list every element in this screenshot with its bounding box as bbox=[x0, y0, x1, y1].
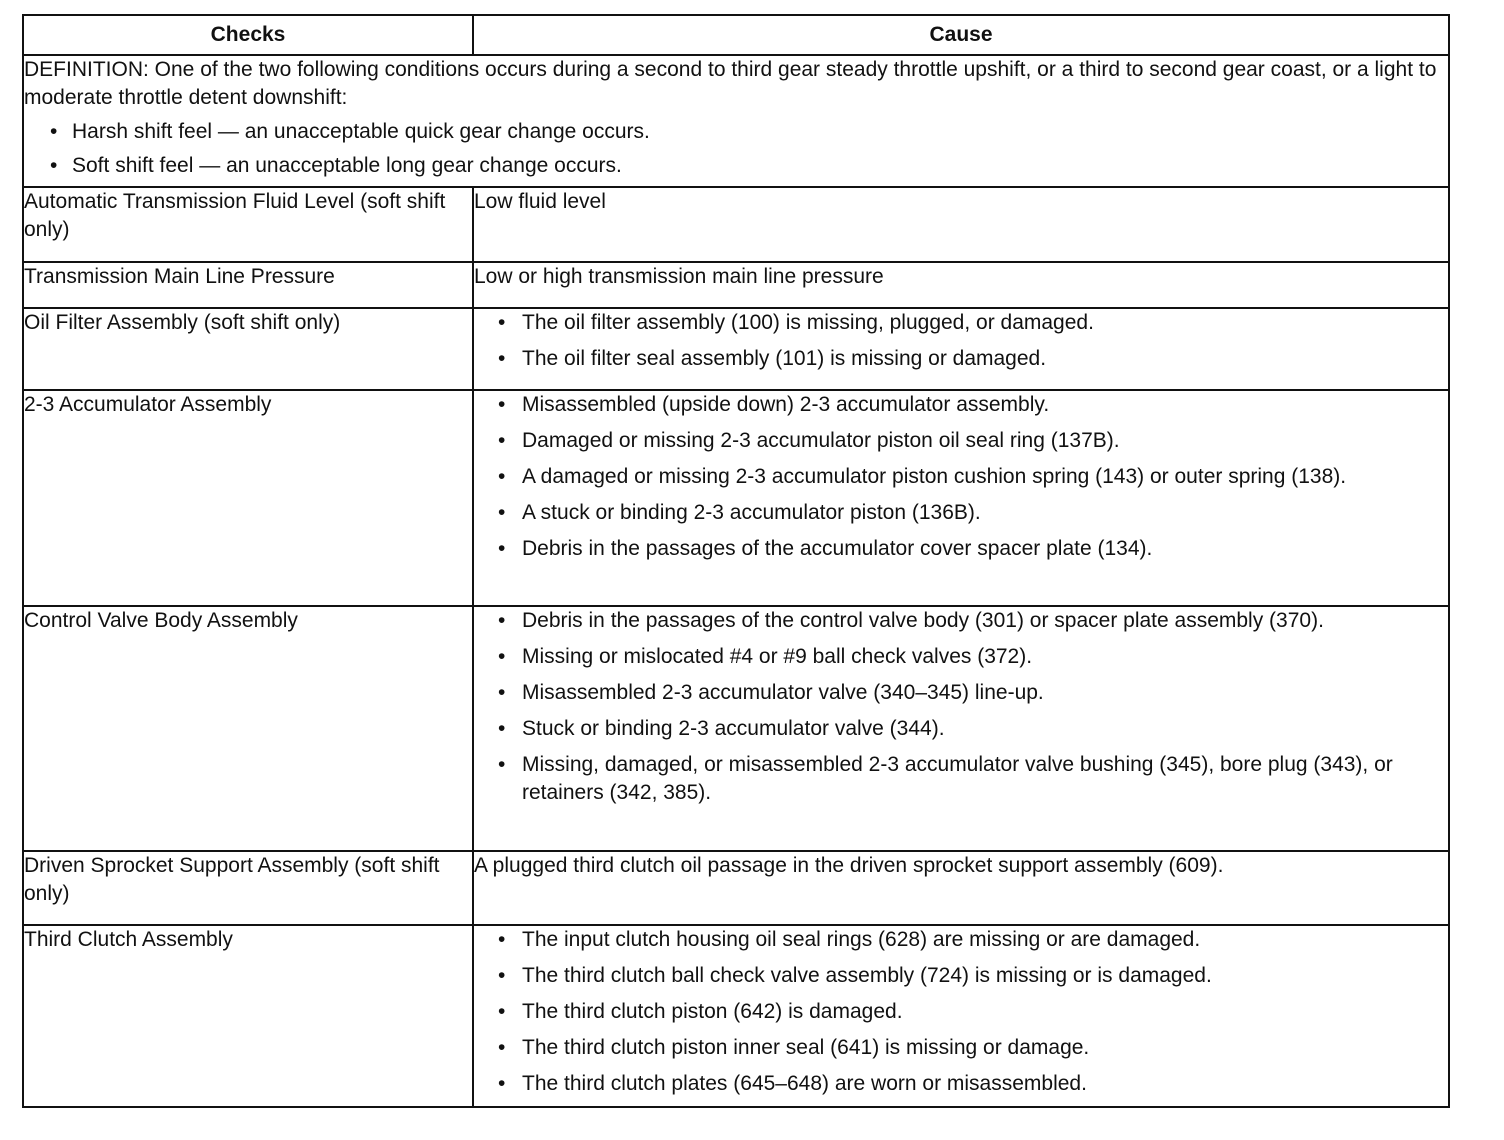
header-cause: Cause bbox=[473, 15, 1449, 55]
check-cell: Third Clutch Assembly bbox=[23, 925, 473, 1107]
definition-bullet: • Soft shift feel — an unacceptable long gear change occurs. bbox=[24, 152, 1448, 180]
definition-row bbox=[23, 55, 1449, 187]
list-item: • Damaged or missing 2-3 accumulator piston oil seal ring (137B). bbox=[474, 427, 1448, 455]
check-cell: Driven Sprocket Support Assembly (soft shift only) bbox=[23, 851, 473, 925]
check-cell: Oil Filter Assembly (soft shift only) bbox=[23, 308, 473, 390]
cause-cell bbox=[473, 390, 1449, 606]
list-item: • The third clutch ball check valve assembly (724) is missing or is damaged. bbox=[474, 962, 1448, 990]
diagnosis-table bbox=[22, 14, 1450, 1108]
table-row bbox=[23, 851, 1449, 925]
cause-list bbox=[474, 309, 1448, 373]
cause-cell: A plugged third clutch oil passage in the driven sprocket support assembly (609). bbox=[473, 851, 1449, 925]
table-row bbox=[23, 390, 1449, 606]
check-cell: Transmission Main Line Pressure bbox=[23, 262, 473, 308]
list-item: • Debris in the passages of the accumulator cover spacer plate (134). bbox=[474, 535, 1448, 563]
list-item: • A stuck or binding 2-3 accumulator piston (136B). bbox=[474, 499, 1448, 527]
table-row bbox=[23, 606, 1449, 851]
list-item: • Misassembled 2-3 accumulator valve (340–345) line-up. bbox=[474, 679, 1448, 707]
list-item: • Missing or mislocated #4 or #9 ball check valves (372). bbox=[474, 643, 1448, 671]
cause-cell: Low or high transmission main line pressure bbox=[473, 262, 1449, 308]
list-item: • Stuck or binding 2-3 accumulator valve (344). bbox=[474, 715, 1448, 743]
header-row bbox=[23, 15, 1449, 55]
list-item: • Misassembled (upside down) 2-3 accumulator assembly. bbox=[474, 391, 1448, 419]
cause-cell bbox=[473, 606, 1449, 851]
cause-cell bbox=[473, 925, 1449, 1107]
table-row bbox=[23, 187, 1449, 262]
cause-cell: Low fluid level bbox=[473, 187, 1449, 262]
check-cell: 2-3 Accumulator Assembly bbox=[23, 390, 473, 606]
definition-text: DEFINITION: One of the two following conditions occurs during a second to third gear steady throttle upshift, or a third to second gear coast, or a light to moderate throttle detent downshift: bbox=[24, 58, 1437, 109]
list-item: • The input clutch housing oil seal rings (628) are missing or are damaged. bbox=[474, 926, 1448, 954]
list-item: • The oil filter assembly (100) is missing, plugged, or damaged. bbox=[474, 309, 1448, 337]
list-item: • A damaged or missing 2-3 accumulator piston cushion spring (143) or outer spring (138). bbox=[474, 463, 1448, 491]
list-item: • The oil filter seal assembly (101) is missing or damaged. bbox=[474, 345, 1448, 373]
cause-list bbox=[474, 926, 1448, 1098]
definition-list bbox=[24, 118, 1448, 180]
table-row bbox=[23, 262, 1449, 308]
list-item: • The third clutch piston inner seal (641) is missing or damage. bbox=[474, 1034, 1448, 1062]
table-row bbox=[23, 925, 1449, 1107]
table-row bbox=[23, 308, 1449, 390]
cause-cell bbox=[473, 308, 1449, 390]
definition-bullet: • Harsh shift feel — an unacceptable quick gear change occurs. bbox=[24, 118, 1448, 146]
list-item: • Missing, damaged, or misassembled 2-3 accumulator valve bushing (345), bore plug (343), or retainers (342, 385). bbox=[474, 751, 1448, 807]
list-item: • The third clutch piston (642) is damaged. bbox=[474, 998, 1448, 1026]
check-cell: Control Valve Body Assembly bbox=[23, 606, 473, 851]
definition-cell bbox=[23, 55, 1449, 187]
list-item: • The third clutch plates (645–648) are worn or misassembled. bbox=[474, 1070, 1448, 1098]
cause-list bbox=[474, 391, 1448, 563]
list-item: • Debris in the passages of the control valve body (301) or spacer plate assembly (370). bbox=[474, 607, 1448, 635]
check-cell: Automatic Transmission Fluid Level (soft shift only) bbox=[23, 187, 473, 262]
cause-list bbox=[474, 607, 1448, 807]
header-checks: Checks bbox=[23, 15, 473, 55]
